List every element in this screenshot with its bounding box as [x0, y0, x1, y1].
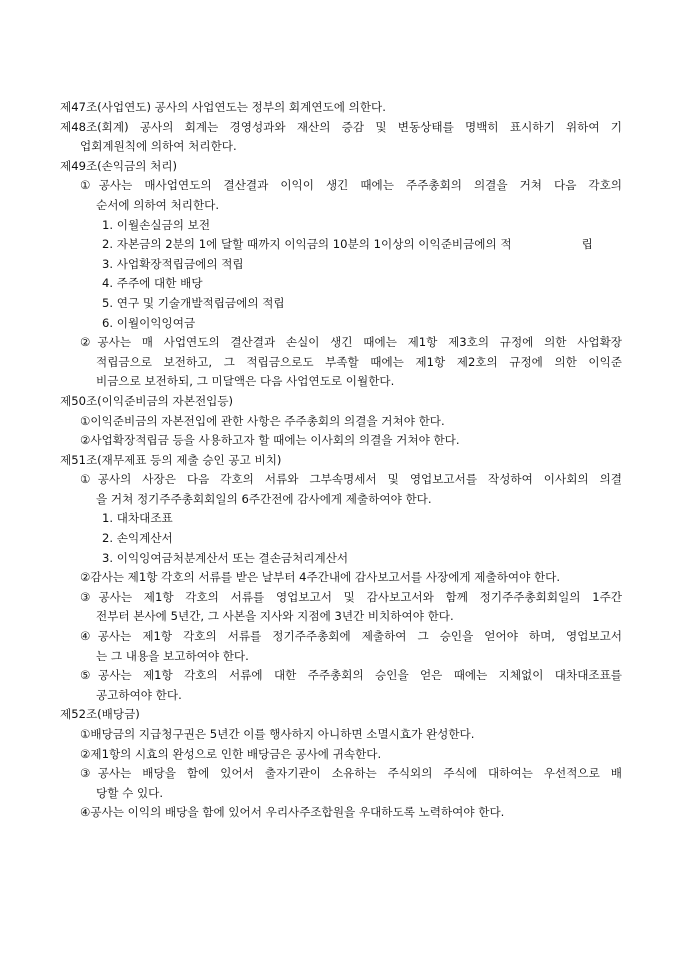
article-51-item-1: 1. 대차대조표	[102, 511, 173, 526]
article-52-para-2: ②제1항의 시효의 완성으로 인한 배당금은 공사에 귀속한다.	[80, 746, 382, 761]
article-51-para-3-line-1: ③공사는 제1항 각호의 서류를 영업보고서 및 감사보고서와 함께 정기주주총회회일의 1주간	[80, 589, 622, 604]
document-body	[60, 98, 622, 823]
article-50-para-2: ②사업확장적립금 등을 사용하고자 할 때에는 이사회의 의결을 거쳐야 한다.	[80, 433, 460, 448]
article-51-heading: 제51조(재무제표 등의 제출 승인 공고 비치)	[60, 452, 282, 467]
article-49-item-3: 3. 사업확장적립금에의 적립	[102, 256, 244, 271]
article-49-para-2-line-1: ②공사는 매 사업연도의 결산결과 손실이 생긴 때에는 제1항 제3호의 규정에 의한 사업확장	[80, 335, 622, 350]
article-51-item-3: 3. 이익잉여금처분계산서 또는 결손금처리계산서	[102, 550, 349, 565]
article-52-para-1: ①배당금의 지급청구권은 5년간 이를 행사하지 아니하면 소멸시효가 완성한다.	[80, 727, 475, 741]
article-51-para-1-line-2: 을 거쳐 정기주주총회회일의 6주간전에 감사에게 제출하여야 한다.	[96, 491, 432, 506]
article-51-para-4-line-1: ④공사는 제1항 각호의 서류를 정기주주총회에 제출하여 그 승인을 얻어야 하며, 영업보고서	[80, 629, 622, 644]
article-49-item-6: 6. 이월이익잉여금	[102, 315, 196, 330]
article-49-item-1: 1. 이월손실금의 보전	[102, 217, 211, 232]
article-49-para-2-line-2: 적립금으로 보전하고, 그 적립금으로도 부족할 때에는 제1항 제2호의 규정에 의한 이익준	[96, 354, 622, 369]
article-51-para-5-line-2: 공고하여야 한다.	[96, 687, 182, 702]
article-49-para-1-line-1: ①공사는 매사업연도의 결산결과 이익이 생긴 때에는 주주총회의 의결을 거쳐 다음 각호의	[80, 178, 622, 193]
article-50-para-1: ①이익준비금의 자본전입에 관한 사항은 주주총회의 의결을 거쳐야 한다.	[80, 413, 445, 428]
article-51-para-1-line-1: ①공사의 사장은 다음 각호의 서류와 그부속명세서 및 영업보고서를 작성하여 이사회의 의결	[80, 472, 622, 487]
article-49-item-2-tail: 립	[581, 237, 593, 252]
article-50-heading: 제50조(이익준비금의 자본전입등)	[60, 393, 234, 408]
article-51-para-3-line-2: 전부터 본사에 5년간, 그 사본을 지사와 지점에 3년간 비치하여야 한다.	[96, 609, 454, 624]
article-49-para-1-line-2: 순서에 의하여 처리한다.	[96, 197, 220, 212]
article-49-para-2-line-3: 비금으로 보전하되, 그 미달액은 다음 사업연도로 이월한다.	[96, 374, 395, 389]
article-49-item-2	[60, 235, 622, 255]
article-52-heading: 제52조(배당금)	[60, 707, 140, 722]
article-48-line-1: 제48조(회계) 공사의 회계는 경영성과와 재산의 증감 및 변동상태를 명백히 표시하기 위하여 기	[60, 119, 622, 134]
article-49-item-5: 5. 연구 및 기술개발적립금에의 적립	[102, 295, 285, 310]
article-49-item-4: 4. 주주에 대한 배당	[102, 276, 203, 291]
article-51-para-2: ②감사는 제1항 각호의 서류를 받은 날부터 4주간내에 감사보고서를 사장에게 제출하여야 한다.	[80, 570, 561, 585]
article-49-item-2-text: 2. 자본금의 2분의 1에 달할 때까지 이익금의 10분의 1이상의 이익준비금에의 적	[102, 237, 512, 252]
article-47: 제47조(사업연도) 공사의 사업연도는 정부의 회계연도에 의한다.	[60, 100, 386, 114]
article-52-para-3-line-1: ③공사는 배당을 함에 있어서 출자기관이 소유하는 주식외의 주식에 대하여는 우선적으로 배	[80, 766, 622, 781]
article-51-para-4-line-2: 는 그 내용을 보고하여야 한다.	[96, 648, 249, 663]
article-52-para-3-line-2: 당할 수 있다.	[96, 785, 164, 800]
article-51-item-2: 2. 손익계산서	[102, 531, 173, 546]
article-49-heading: 제49조(손익금의 처리)	[60, 158, 178, 173]
article-48-line-2: 업회계원칙에 의하여 처리한다.	[80, 139, 237, 154]
article-52-para-4: ④공사는 이익의 배당을 함에 있어서 우리사주조합원을 우대하도록 노력하여야 한다.	[80, 805, 505, 820]
article-51-para-5-line-1: ⑤공사는 제1항 각호의 서류에 대한 주주총회의 승인을 얻은 때에는 지체없이 대차대조표를	[80, 668, 622, 683]
